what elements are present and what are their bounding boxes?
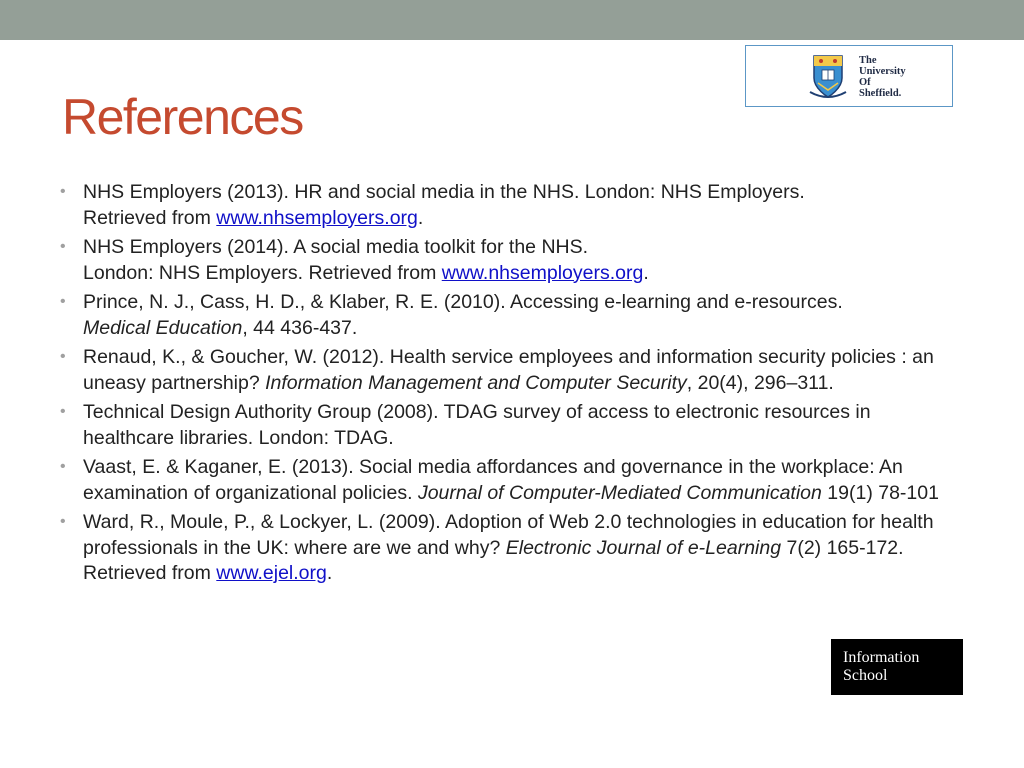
top-bar bbox=[0, 0, 1024, 40]
reference-item: • NHS Employers (2013). HR and social media in the NHS. London: NHS Employers. Retrieved from www.nhsemployers.org. bbox=[60, 181, 805, 229]
bullet-icon: • bbox=[60, 238, 66, 255]
reference-item: • Ward, R., Moule, P., & Lockyer, L. (2009). Adoption of Web 2.0 technologies in education for health professionals in the UK: where are we and why? Electronic Journal of e-Learning 7(2) 165-172. Retrieved from www.ejel.org. bbox=[60, 511, 934, 584]
reference-item: • NHS Employers (2014). A social media toolkit for the NHS. London: NHS Employers. Retrieved from www.nhsemployers.org. bbox=[60, 236, 649, 284]
bullet-icon: • bbox=[60, 183, 66, 200]
bullet-icon: • bbox=[60, 513, 66, 530]
reference-link[interactable]: www.nhsemployers.org bbox=[441, 261, 644, 284]
reference-item: • Renaud, K., & Goucher, W. (2012). Health service employees and information security policies : an uneasy partnership? Information Management and Computer Security, 20(4), 296–311. bbox=[60, 346, 934, 394]
journal-title: Journal of Computer-Mediated Communication bbox=[417, 481, 822, 504]
slide-title: References bbox=[62, 89, 303, 145]
bullet-icon: • bbox=[60, 348, 66, 365]
reference-link[interactable]: www.nhsemployers.org bbox=[216, 206, 418, 229]
reference-link[interactable]: www.ejel.org bbox=[216, 562, 327, 584]
journal-title: Medical Education bbox=[83, 316, 243, 339]
reference-item: • Vaast, E. & Kaganer, E. (2013). Social media affordances and governance in the workplace: An examination of organizational policies. Journal of Computer-Mediated Communication 19(1) 78-101 bbox=[60, 456, 939, 504]
journal-title: Electronic Journal of e-Learning bbox=[505, 536, 782, 559]
reference-item: • Technical Design Authority Group (2008). TDAG survey of access to electronic resources in healthcare libraries. London: TDAG. bbox=[60, 401, 871, 449]
bullet-icon: • bbox=[60, 403, 66, 420]
bullet-icon: • bbox=[60, 293, 66, 310]
logo-wordmark: The University Of Sheffield. bbox=[859, 55, 906, 99]
university-logo bbox=[745, 45, 953, 107]
information-school-badge: Information School bbox=[831, 639, 963, 695]
journal-title: Information Management and Computer Security bbox=[265, 371, 687, 394]
reference-item: • Prince, N. J., Cass, H. D., & Klaber, R. E. (2010). Accessing e-learning and e-resources. Medical Education, 44 436-437. bbox=[60, 291, 843, 339]
bullet-icon: • bbox=[60, 458, 66, 475]
university-crest-icon bbox=[808, 52, 848, 100]
reference-list bbox=[60, 180, 960, 591]
